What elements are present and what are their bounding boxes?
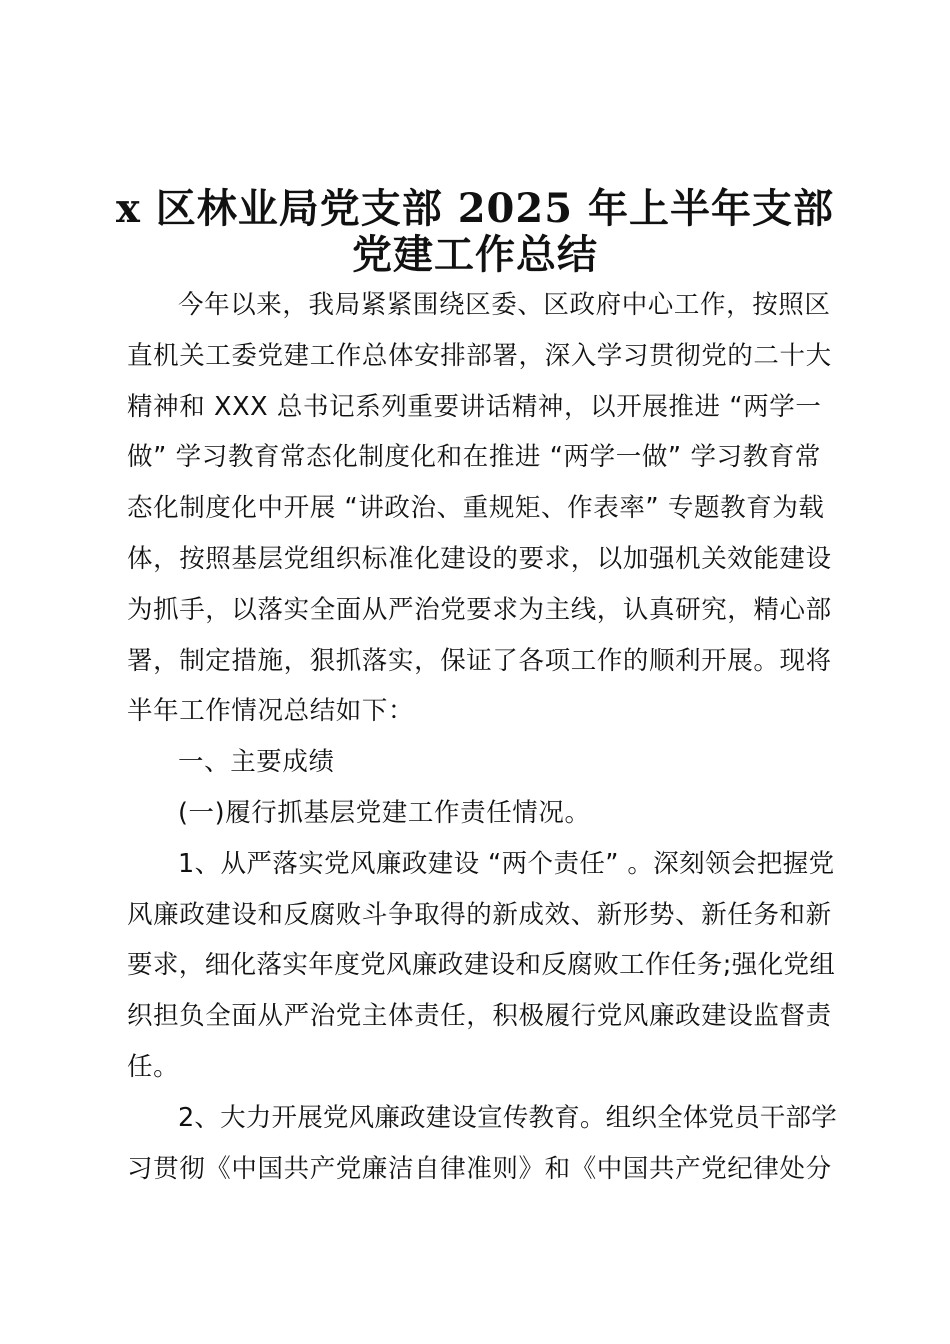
paragraph-line: 织担负全面从严治党主体责任，积极履行党风廉政建设监督责 xyxy=(127,1001,832,1032)
paragraph-line: 风廉政建设和反腐败斗争取得的新成效、新形势、新任务和新 xyxy=(127,899,832,930)
document-title-line-1: x 区林业局党支部 2025 年上半年支部 xyxy=(116,185,834,232)
paragraph-line: 今年以来，我局紧紧围绕区委、区政府中心工作，按照区 xyxy=(178,290,831,320)
paragraph-line: 体，按照基层党组织标准化建设的要求，以加强机关效能建设 xyxy=(127,543,832,574)
subsection-heading: (一)履行抓基层党建工作责任情况。 xyxy=(178,797,591,828)
paragraph-line: 态化制度化中开展 “讲政治、重规矩、作表率” 专题教育为载 xyxy=(127,493,825,524)
paragraph-line: 2、大力开展党风廉政建设宣传教育。组织全体党员干部学 xyxy=(178,1102,837,1133)
paragraph-line: 任。 xyxy=(127,1051,180,1082)
paragraph-line: 半年工作情况总结如下： xyxy=(127,696,415,727)
paragraph-line: 精神和 XXX 总书记系列重要讲话精神，以开展推进 “两学一 xyxy=(127,391,822,422)
paragraph-line: 为抓手，以落实全面从严治党要求为主线，认真研究，精心部 xyxy=(127,594,832,625)
paragraph-line: 习贯彻《中国共产党廉洁自律准则》和《中国共产党纪律处分 xyxy=(127,1153,832,1184)
paragraph-line: 1、从严落实党风廉政建设 “两个责任” 。深刻领会把握党 xyxy=(178,848,835,879)
section-heading: 一、主要成绩 xyxy=(178,747,335,778)
document-body xyxy=(127,280,837,1194)
paragraph-line: 署，制定措施，狠抓落实，保证了各项工作的顺利开展。现将 xyxy=(127,645,832,676)
paragraph-line: 做” 学习教育常态化制度化和在推进 “两学一做” 学习教育常 xyxy=(127,442,821,473)
document-title-line-2: 党建工作总结 xyxy=(352,231,598,278)
paragraph-line: 要求，细化落实年度党风廉政建设和反腐败工作任务;强化党组 xyxy=(127,950,836,981)
paragraph-line: 直机关工委党建工作总体安排部署，深入学习贯彻党的二十大 xyxy=(127,340,832,371)
